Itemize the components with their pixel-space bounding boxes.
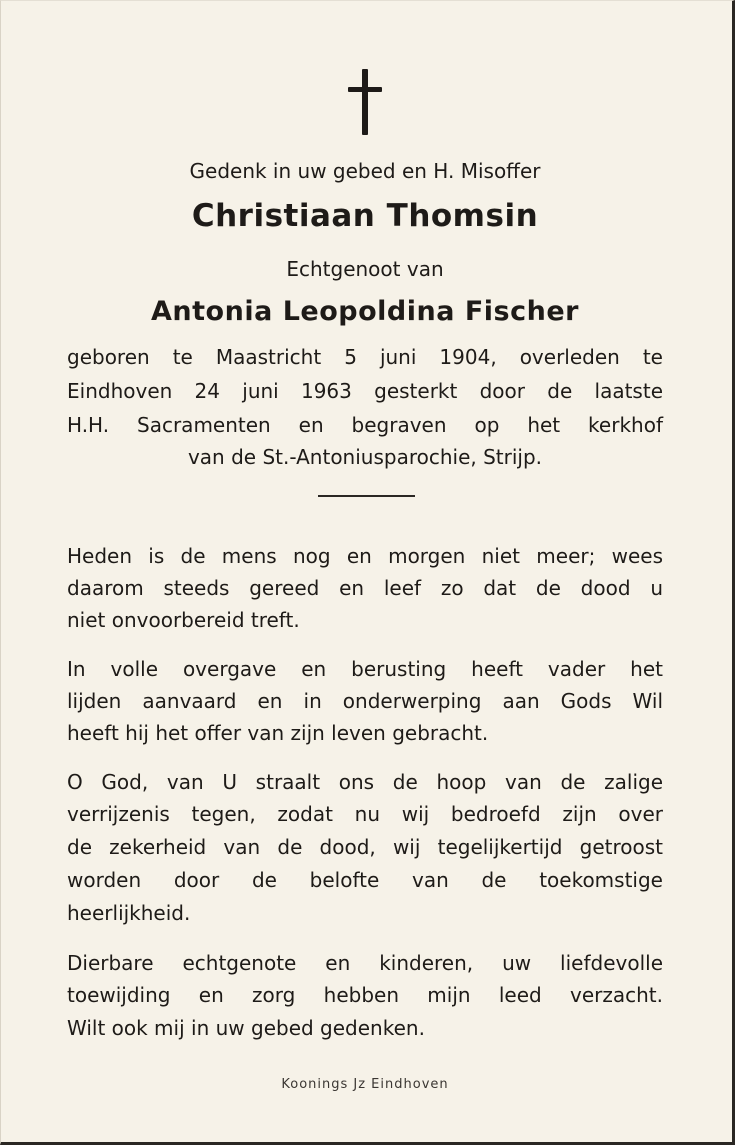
spouse-name: Antonia Leopoldina Fischer xyxy=(151,296,579,327)
bio-line: H.H. Sacramenten en begraven op het kerkhof xyxy=(67,413,663,437)
printer-credit: Koonings Jz Eindhoven xyxy=(281,1077,449,1092)
bio-line: van de St.-Antoniusparochie, Strijp. xyxy=(187,445,543,469)
divider xyxy=(318,495,415,497)
paragraph-line: verrijzenis tegen, zodat nu wij bedroefd zijn over xyxy=(67,802,663,826)
relation-line: Echtgenoot van xyxy=(286,257,444,281)
paragraph-line: niet onvoorbereid treft. xyxy=(67,608,300,632)
cross-icon xyxy=(348,69,382,135)
bio-line: Eindhoven 24 juni 1963 gesterkt door de laatste xyxy=(67,379,663,403)
paragraph-line: heeft hij het offer van zijn leven gebracht. xyxy=(67,721,489,745)
paragraph-line: lijden aanvaard en in onderwerping aan Gods Wil xyxy=(67,689,663,713)
paragraph-line: worden door de belofte van de toekomstige xyxy=(67,868,663,892)
paragraph-line: heerlijkheid. xyxy=(67,901,191,925)
paragraph-line: Dierbare echtgenote en kinderen, uw liefdevolle xyxy=(67,951,663,975)
bio-line: geboren te Maastricht 5 juni 1904, overleden te xyxy=(67,345,663,369)
paragraph-line: In volle overgave en berusting heeft vader het xyxy=(67,657,663,681)
paragraph-line: daarom steeds gereed en leef zo dat de dood u xyxy=(67,576,663,600)
paragraph-line: Heden is de mens nog en morgen niet meer; wees xyxy=(67,544,663,568)
paragraph-line: toewijding en zorg hebben mijn leed verzacht. xyxy=(67,983,663,1007)
deceased-name: Christiaan Thomsin xyxy=(191,198,539,234)
paragraph-line: de zekerheid van de dood, wij tegelijkertijd getroost xyxy=(67,835,663,859)
intro-line: Gedenk in uw gebed en H. Misoffer xyxy=(189,159,541,183)
paragraph-line: Wilt ook mij in uw gebed gedenken. xyxy=(67,1016,425,1040)
paragraph-line: O God, van U straalt ons de hoop van de zalige xyxy=(67,770,663,794)
